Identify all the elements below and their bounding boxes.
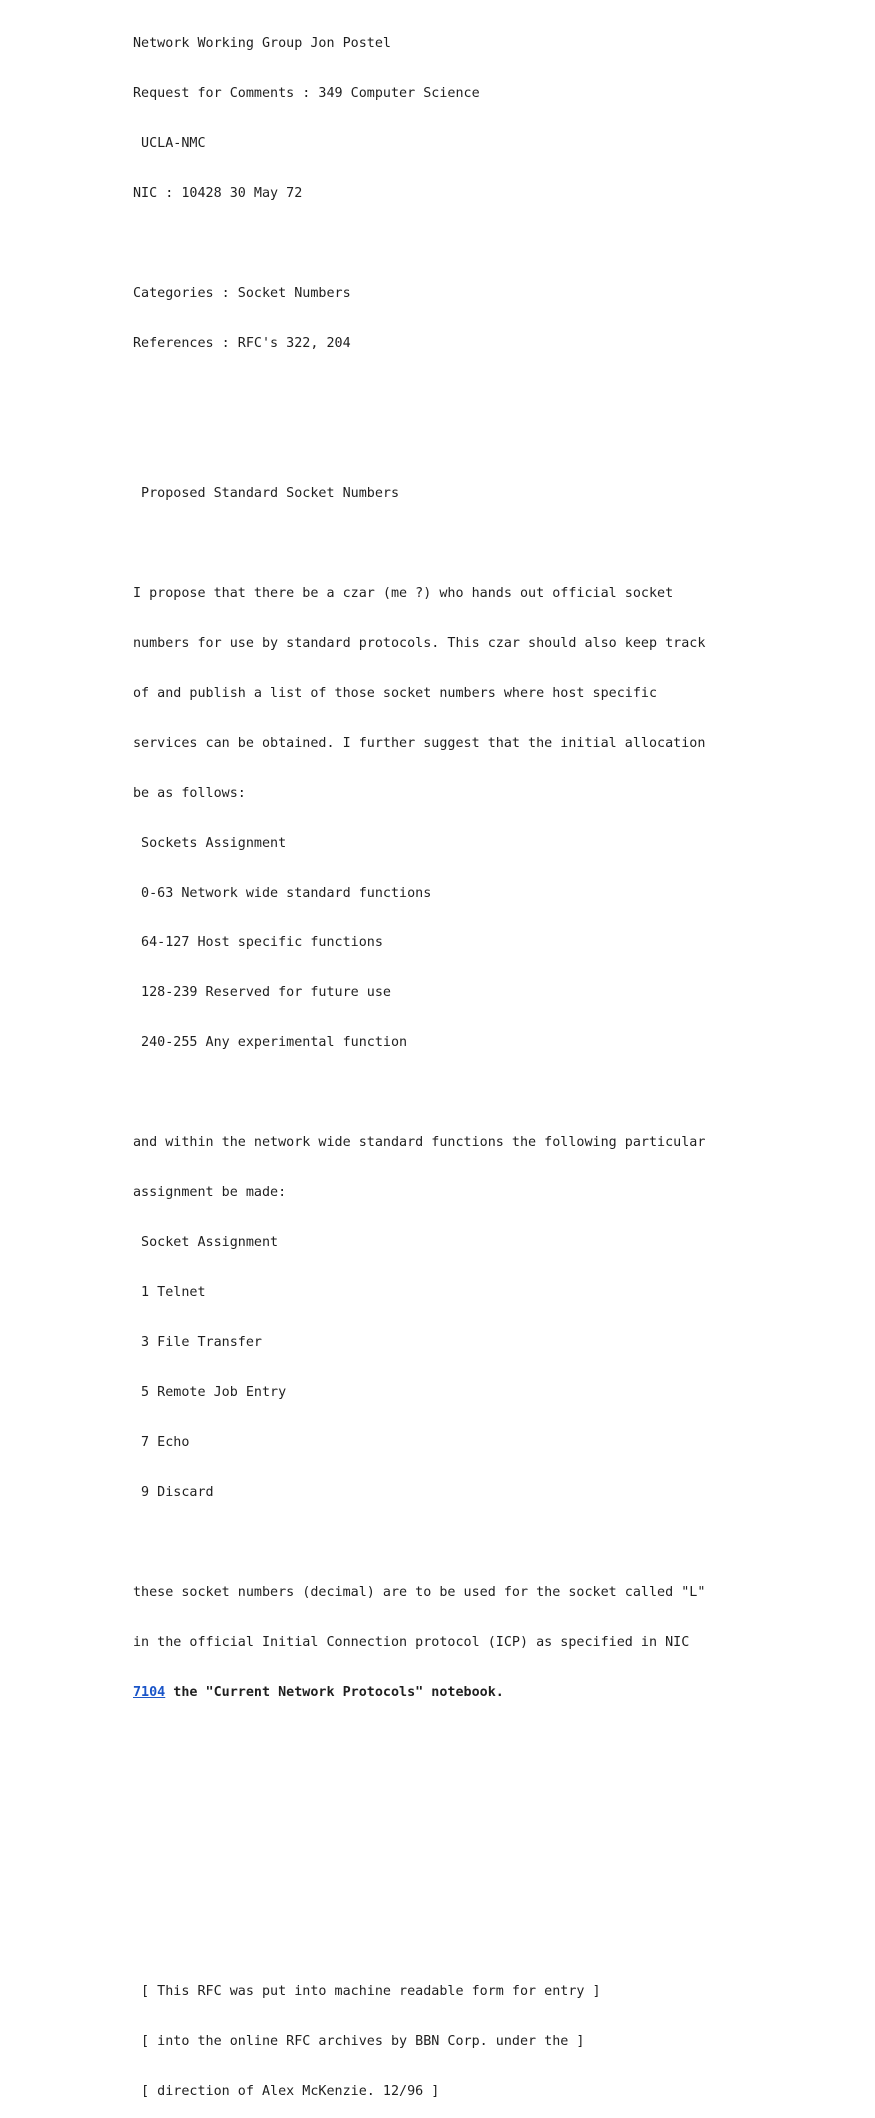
spacer (133, 1885, 705, 1902)
paragraph-line: services can be obtained. I further suggest that the initial allocation (133, 735, 706, 751)
allocation-row: 128-239 Reserved for future use (133, 985, 391, 1001)
allocation-row: 240-255 Any experimental function (133, 1035, 408, 1051)
paragraph-line: these socket numbers (decimal) are to be used for the socket called "L" (133, 1584, 706, 1600)
notebook-reference: the "Current Network Protocols" notebook. (165, 1684, 504, 1700)
spacer (133, 1835, 705, 1852)
header-line: NIC : 10428 30 May 72 (133, 186, 303, 202)
assignment-row: 1 Telnet (133, 1285, 206, 1301)
document-title: Proposed Standard Socket Numbers (133, 485, 400, 501)
spacer (133, 236, 705, 253)
spacer (133, 386, 705, 403)
references-line: References : RFC's 322, 204 (133, 336, 351, 352)
assignment-row: 5 Remote Job Entry (133, 1385, 287, 1401)
paragraph-line: assignment be made: (133, 1185, 287, 1201)
footer-line: [ into the online RFC archives by BBN Corp. under the ] (133, 2034, 585, 2050)
assignment-row: 7 Echo (133, 1435, 190, 1450)
allocation-header: Sockets Assignment (133, 835, 287, 851)
footer-line: [ This RFC was put into machine readable form for entry ] (133, 1984, 601, 2000)
footer-line: [ direction of Alex McKenzie. 12/96 ] (133, 2084, 440, 2100)
assignment-header: Socket Assignment (133, 1235, 279, 1251)
spacer (133, 536, 705, 553)
spacer (133, 436, 705, 453)
header-line: UCLA-NMC (133, 136, 206, 152)
paragraph-line: be as follows: (133, 785, 246, 801)
header-line: Request for Comments : 349 Computer Science (133, 86, 480, 102)
paragraph-line: numbers for use by standard protocols. This czar should also keep track (133, 635, 706, 651)
assignment-row: 9 Discard (133, 1484, 214, 1500)
spacer (133, 1935, 705, 1952)
paragraph-line: in the official Initial Connection protocol (ICP) as specified in NIC (133, 1634, 690, 1650)
paragraph-line: I propose that there be a czar (me ?) who hands out official socket (133, 585, 674, 601)
paragraph-line (133, 1685, 705, 1702)
paragraph-line: and within the network wide standard functions the following particular (133, 1135, 706, 1151)
categories-line: Categories : Socket Numbers (133, 286, 351, 302)
allocation-row: 0-63 Network wide standard functions (133, 885, 432, 901)
spacer (133, 1785, 705, 1802)
spacer (133, 1735, 705, 1752)
assignment-row: 3 File Transfer (133, 1335, 262, 1351)
spacer (133, 1535, 705, 1552)
spacer (133, 1085, 705, 1102)
header-line: Network Working Group Jon Postel (133, 36, 391, 52)
allocation-row: 64-127 Host specific functions (133, 935, 383, 951)
rfc-document (133, 3, 705, 2118)
paragraph-line: of and publish a list of those socket numbers where host specific (133, 685, 658, 701)
nic-7104-link[interactable]: 7104 (133, 1684, 166, 1700)
